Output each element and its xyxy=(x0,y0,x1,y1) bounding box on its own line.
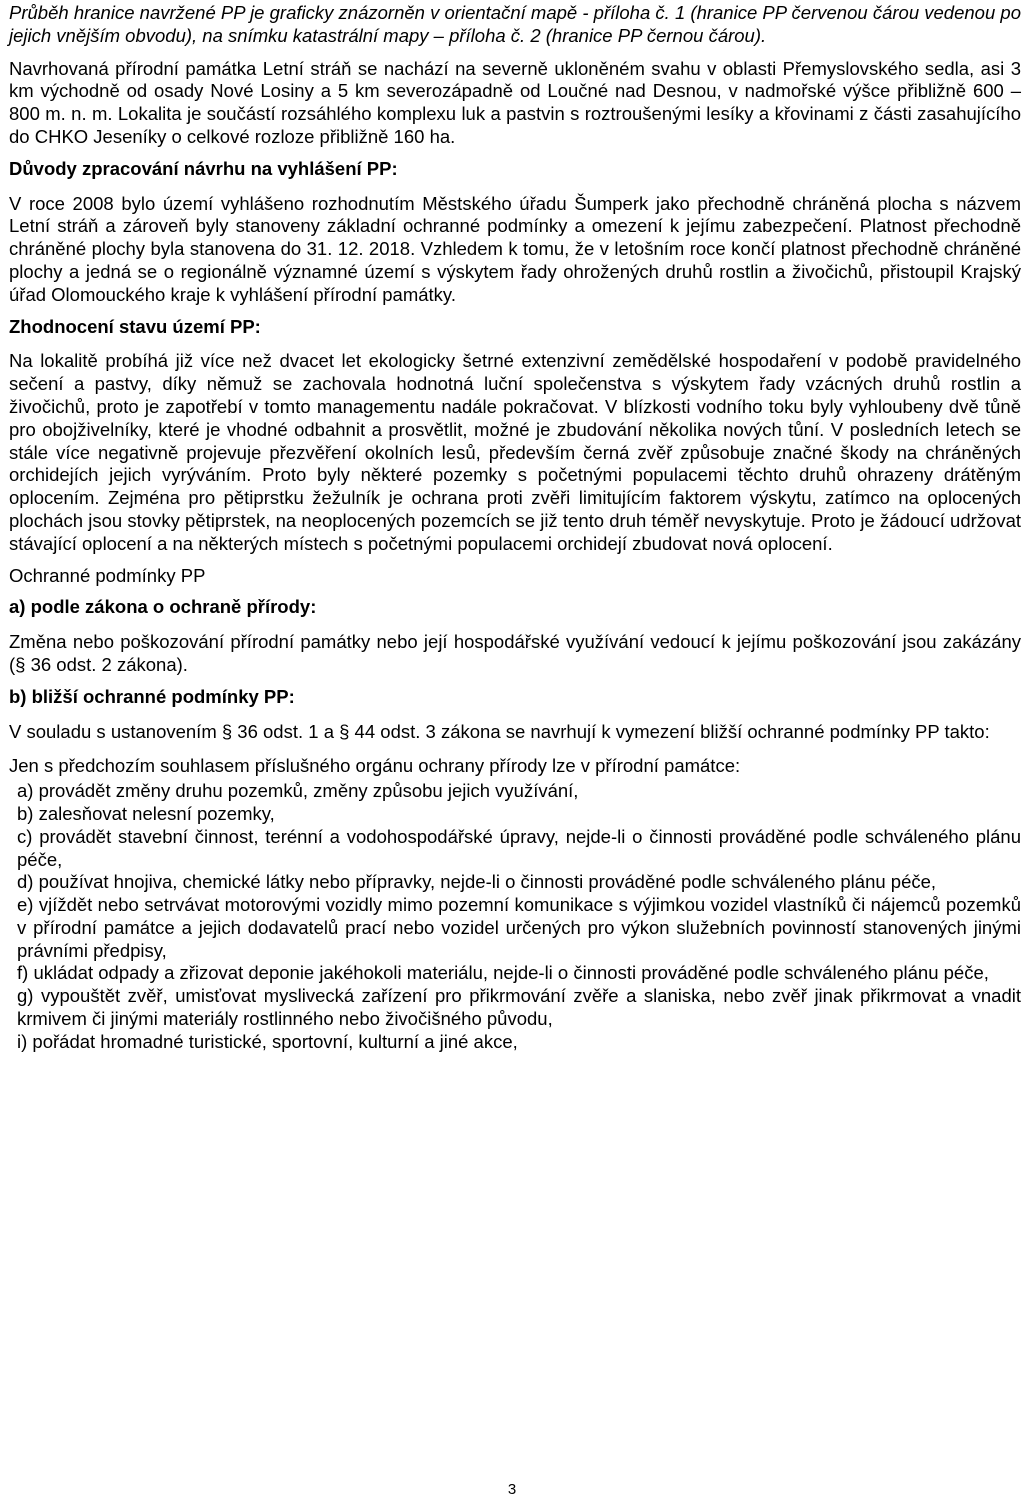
list-item: f) ukládat odpady a zřizovat deponie jakéhokoli materiálu, nejde-li o činnosti prováděné podle schváleného plánu péče, xyxy=(17,962,989,984)
conditions-heading: Ochranné podmínky PP xyxy=(9,564,206,586)
list-item: e) vjíždět nebo setrvávat motorovými vozidly mimo pozemní komunikace s výjimkou vozidel vlastníků či nájemců pozemků v přírodní památce a jejich dodavatelů prací nebo vozidel určených pro výkon služebních povinností stanovených jinými právními předpisy, xyxy=(17,894,1021,961)
location-paragraph: Navrhovaná přírodní památka Letní stráň se nachází na severně ukloněném svahu v oblasti Přemyslovského sedla, asi 3 km východně od osady Nové Losiny a 5 km severozápadně od Loučné nad Desnou, v nadmořské výšce přibližně 600 – 800 m. n. m. Lokalita je součástí rozsáhlého komplexu luk a pastvin s roztroušenými lesíky a křovinami z části zasahujícího do CHKO Jeseníky o celkové rozloze přibližně 160 ha. xyxy=(9,57,1021,147)
conditions-list xyxy=(9,780,1021,1054)
list-item: i) pořádat hromadné turistické, sportovní, kulturní a jiné akce, xyxy=(17,1030,518,1052)
intro-paragraph: Průběh hranice navržené PP je graficky znázorněn v orientační mapě - příloha č. 1 (hranice PP červenou čárou vedenou po jejich vnějším obvodu), na snímku katastrální mapy – příloha č. 2 (hranice PP černou čárou). xyxy=(9,2,1021,46)
document-page xyxy=(9,0,1021,1054)
law-conditions-heading: a) podle zákona o ochraně přírody: xyxy=(9,596,317,618)
list-item: g) vypouštět zvěř, umisťovat myslivecká zařízení pro přikrmování zvěře a slaniska, nebo zvěř jinak přikrmovat a vnadit krmivem či jinými materiály rostlinného nebo živočišného původu, xyxy=(17,985,1021,1030)
list-item: d) používat hnojiva, chemické látky nebo přípravky, nejde-li o činnosti prováděné podle schváleného plánu péče, xyxy=(17,871,937,893)
reasons-heading: Důvody zpracování návrhu na vyhlášení PP: xyxy=(9,157,398,179)
assessment-paragraph: Na lokalitě probíhá již více než dvacet let ekologicky šetrné extenzivní zemědělské hospodaření v podobě pravidelného sečení a pastvy, díky němuž se zachovala hodnotná luční společenstva s výskytem řady vzácných druhů rostlin a živočichů, proto je zapotřebí v tomto managementu nadále pokračovat. V blízkosti vodního toku byly vyhloubeny dvě tůně pro obojživelníky, které je vhodné odbahnit a prosvětlit, možné je zbudování několika nových tůní. V posledních letech se stále více negativně projevuje přezvěření okolních lesů, především černá zvěř způsobuje značné škody na chráněných orchidejích jejich vyrýváním. Proto byly některé pozemky s početnými populacemi těchto druhů ohrazeny drátěným oplocením. Zejména pro pětiprstku žežulník je ochrana proti zvěři limitujícím faktorem výskytu, zatímco na oplocených plochách jsou stovky pětiprstek, na neoplocených pozemcích se již tento druh téměř nevyskytuje. Proto je žádoucí udržovat stávající oplocení a na některých místech s početnými populacemi orchidejí zbudovat nová oplocení. xyxy=(9,350,1021,554)
closer-conditions-heading: b) bližší ochranné podmínky PP: xyxy=(9,685,295,707)
law-conditions-paragraph: Změna nebo poškozování přírodní památky nebo její hospodářské využívání vedoucí k jejímu poškozování jsou zakázány (§ 36 odst. 2 zákona). xyxy=(9,631,1021,675)
list-item: b) zalesňovat nelesní pozemky, xyxy=(17,802,275,824)
reasons-paragraph: V roce 2008 bylo území vyhlášeno rozhodnutím Městského úřadu Šumperk jako přechodně chráněná plocha s názvem Letní stráň a zároveň byly stanoveny základní ochranné podmínky a omezení k jejímu zabezpečení. Platnost přechodně chráněné plochy byla stanovena do 31. 12. 2018. Vzhledem k tomu, že v letošním roce končí platnost přechodně chráněné plochy a jedná se o regionálně významné území s výskytem řady ohrožených druhů rostlin a živočichů, přistoupil Krajský úřad Olomouckého kraje k vyhlášení přírodní památky. xyxy=(9,192,1021,305)
list-lead: Jen s předchozím souhlasem příslušného orgánu ochrany přírody lze v přírodní památce: xyxy=(9,755,741,777)
closer-conditions-paragraph: V souladu s ustanovením § 36 odst. 1 a § 44 odst. 3 zákona se navrhují k vymezení bližší ochranné podmínky PP takto: xyxy=(9,720,990,742)
list-item: a) provádět změny druhu pozemků, změny způsobu jejich využívání, xyxy=(17,780,579,802)
assessment-heading: Zhodnocení stavu území PP: xyxy=(9,315,261,337)
page-number: 3 xyxy=(507,1481,517,1498)
list-item: c) provádět stavební činnost, terénní a vodohospodářské úpravy, nejde-li o činnosti prováděné podle schváleného plánu péče, xyxy=(17,825,1021,870)
